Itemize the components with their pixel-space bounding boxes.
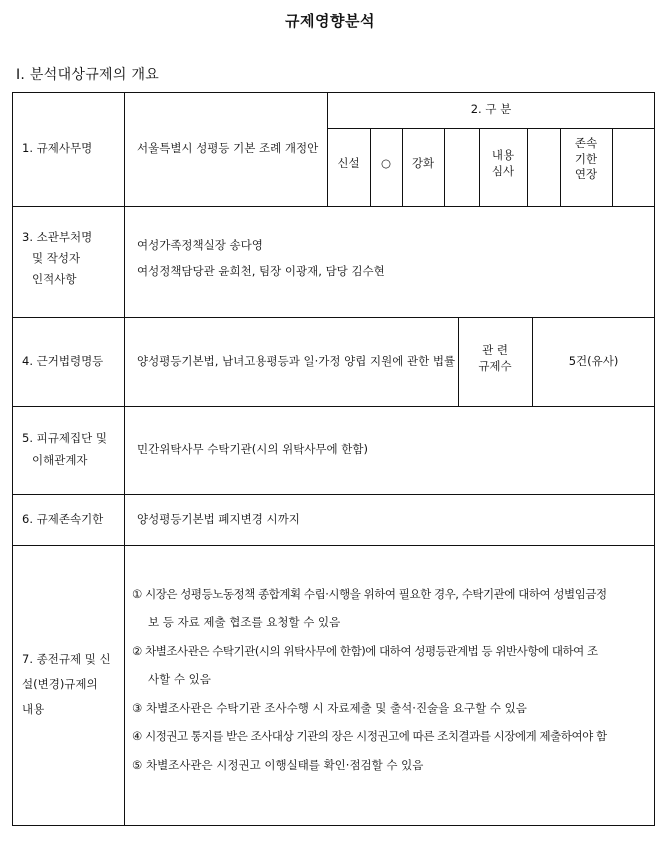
row-divider	[12, 317, 655, 318]
classification-header: 2. 구 분	[470, 102, 512, 116]
label-column-divider	[124, 92, 125, 826]
row-divider	[12, 545, 655, 546]
regulation-overview-table	[12, 92, 655, 826]
section-title: Ⅰ. 분석대상규제의 개요	[16, 67, 160, 83]
row-divider	[12, 494, 655, 495]
row1-value: 서울특별시 성평등 기본 조례 개정안	[137, 141, 319, 155]
list-item: ⑤ 차별조사관은 시정권고 이행실태를 확인·점검할 수 있음	[132, 758, 424, 772]
row7-label-line3: 내용	[22, 702, 45, 716]
option-new-mark: ○	[380, 156, 392, 170]
option-strengthen-label: 강화	[411, 156, 435, 170]
row7-label-line2: 설(변경)규제의	[22, 677, 98, 691]
row5-value: 민간위탁사무 수탁기관(시의 위탁사무에 한함)	[137, 442, 369, 456]
list-item: ① 시장은 성평등노동정책 종합계획 수립·시행을 위하여 필요한 경우, 수탁기관에 대하여 성별임금정	[132, 587, 607, 601]
option-divider	[444, 128, 445, 206]
row-divider	[12, 206, 655, 207]
row7-label-line1: 7. 종전규제 및 신	[22, 652, 111, 666]
list-item: ④ 시정권고 통지를 받은 조사대상 기관의 장은 시정권고에 따른 조치결과를 시장에게 제출하여야 함	[132, 729, 607, 743]
option-divider	[527, 128, 528, 206]
row1-label: 1. 규제사무명	[22, 141, 93, 155]
option-divider	[612, 128, 613, 206]
row5-label-line2: 이해관계자	[32, 453, 88, 467]
row5-label-line1: 5. 피규제집단 및	[22, 431, 107, 445]
row6-value: 양성평등기본법 폐지변경 시까지	[137, 512, 300, 526]
list-item: ② 차별조사관은 수탁기관(시의 위탁사무에 한함)에 대하여 성평등관계법 등 위반사항에 대하여 조	[132, 644, 598, 658]
row-divider	[12, 406, 655, 407]
list-item: 보 등 자료 제출 협조를 요청할 수 있음	[148, 615, 341, 629]
list-item: ③ 차별조사관은 수탁기관 조사수행 시 자료제출 및 출석·진술을 요구할 수 있음	[132, 701, 527, 715]
row3-label-line3: 인적사항	[32, 272, 77, 286]
option-content-review-label: 내용 심사	[491, 148, 515, 178]
row3-value-line1: 여성가족정책실장 송다영	[137, 238, 263, 252]
document-title: 규제영향분석	[285, 12, 375, 30]
row3-label-line2: 및 작성자	[32, 251, 81, 265]
row3-value-line2: 여성정책담당관 윤희천, 팀장 이광재, 담당 김수현	[137, 264, 385, 278]
option-extension-label: 존속 기한 연장	[574, 136, 598, 182]
row3-label-line1: 3. 소관부처명	[22, 230, 93, 244]
related-count-value: 5건(유사)	[568, 354, 619, 368]
classification-header-divider	[327, 128, 655, 129]
list-item: 사할 수 있음	[148, 672, 211, 686]
option-new-label: 신설	[337, 156, 360, 170]
row6-label: 6. 규제존속기한	[22, 512, 104, 526]
related-count-label: 관 련 규제수	[478, 343, 512, 373]
row4-label: 4. 근거법령명등	[22, 354, 104, 368]
row4-value: 양성평등기본법, 남녀고용평등과 일·가정 양립 지원에 관한 법률	[137, 354, 456, 368]
